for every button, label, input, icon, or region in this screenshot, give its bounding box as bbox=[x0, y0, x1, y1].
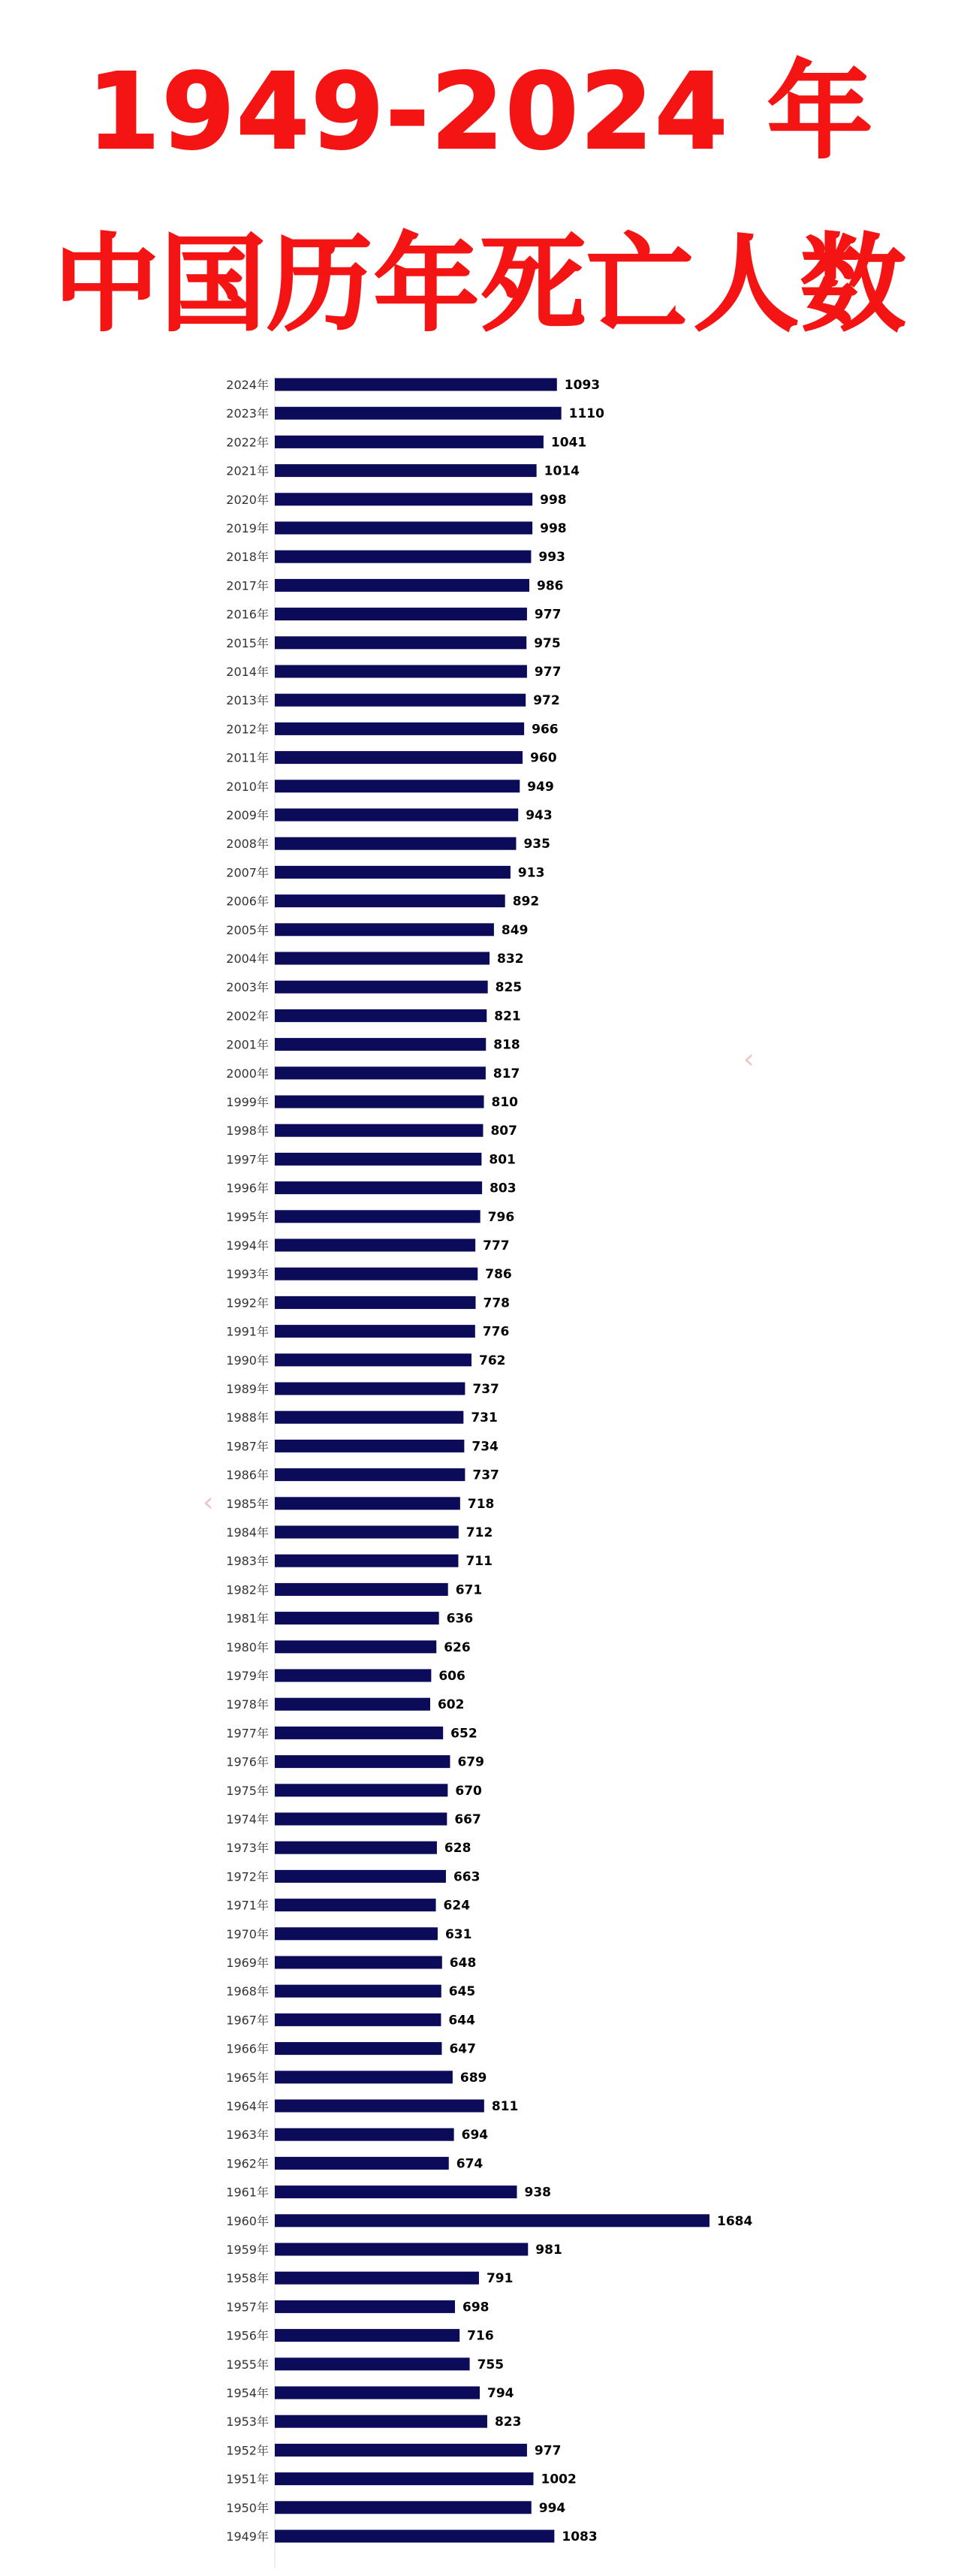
bar bbox=[275, 2357, 470, 2370]
bar bbox=[275, 2501, 532, 2514]
bar bbox=[275, 952, 490, 965]
bar bbox=[275, 780, 520, 792]
bars-group bbox=[226, 378, 755, 2544]
bar bbox=[275, 2530, 554, 2543]
year-label: 1986年 bbox=[226, 1467, 269, 1483]
value-label: 762 bbox=[478, 1353, 506, 1368]
value-label: 993 bbox=[538, 550, 565, 566]
year-label: 1983年 bbox=[226, 1554, 269, 1569]
value-label: 648 bbox=[449, 1956, 477, 1971]
year-label: 1988年 bbox=[226, 1410, 269, 1425]
year-label: 1982年 bbox=[226, 1582, 269, 1597]
value-label: 807 bbox=[490, 1124, 517, 1139]
year-label: 2024年 bbox=[226, 378, 269, 392]
bar bbox=[275, 1181, 482, 1194]
bar bbox=[275, 1899, 436, 1911]
value-label: 698 bbox=[462, 2300, 490, 2315]
bar bbox=[275, 1153, 481, 1166]
year-label: 2001年 bbox=[226, 1037, 269, 1052]
year-label: 1959年 bbox=[226, 2243, 269, 2257]
year-label: 1978年 bbox=[226, 1697, 269, 1712]
value-label: 645 bbox=[448, 1984, 476, 2000]
value-label: 981 bbox=[535, 2243, 562, 2258]
year-label: 2004年 bbox=[226, 952, 269, 966]
value-label: 791 bbox=[486, 2271, 514, 2287]
value-label: 786 bbox=[485, 1267, 512, 1283]
year-label: 1999年 bbox=[226, 1095, 269, 1109]
value-label: 943 bbox=[526, 808, 553, 823]
bar bbox=[275, 2128, 454, 2141]
year-label: 2005年 bbox=[226, 922, 269, 937]
year-label: 1962年 bbox=[226, 2156, 269, 2171]
value-label: 712 bbox=[465, 1525, 493, 1540]
year-label: 1973年 bbox=[226, 1841, 269, 1856]
bar bbox=[275, 636, 526, 649]
value-label: 737 bbox=[472, 1467, 499, 1483]
year-label: 2015年 bbox=[226, 635, 269, 650]
bar bbox=[275, 2272, 479, 2285]
value-label: 986 bbox=[537, 578, 564, 594]
bar bbox=[275, 809, 518, 822]
chart-title-line2: 中国历年死亡人数 bbox=[53, 224, 907, 346]
value-label: 998 bbox=[540, 492, 567, 508]
bar bbox=[275, 923, 494, 936]
bar bbox=[275, 2444, 527, 2457]
bar bbox=[275, 2042, 441, 2055]
decorative-mark: ‹ bbox=[743, 1044, 755, 1075]
year-label: 1985年 bbox=[226, 1496, 269, 1511]
bar bbox=[275, 1440, 464, 1452]
year-label: 2011年 bbox=[226, 750, 269, 765]
value-label: 818 bbox=[493, 1037, 520, 1053]
bar bbox=[275, 1813, 447, 1826]
value-label: 716 bbox=[467, 2328, 494, 2344]
bar bbox=[275, 1468, 465, 1481]
year-label: 2009年 bbox=[226, 808, 269, 822]
year-label: 1955年 bbox=[226, 2357, 269, 2372]
bar bbox=[275, 2329, 459, 2342]
bar bbox=[275, 1383, 465, 1395]
year-label: 1989年 bbox=[226, 1382, 269, 1396]
year-label: 2020年 bbox=[226, 492, 269, 507]
value-label: 689 bbox=[459, 2070, 487, 2086]
value-label: 1684 bbox=[717, 2213, 753, 2229]
bar bbox=[275, 1670, 431, 1682]
value-label: 778 bbox=[483, 1296, 510, 1311]
bar bbox=[275, 1583, 448, 1596]
year-label: 1980年 bbox=[226, 1639, 269, 1654]
year-label: 1967年 bbox=[226, 2013, 269, 2028]
bar bbox=[275, 1956, 442, 1969]
value-label: 803 bbox=[490, 1181, 517, 1196]
bar bbox=[275, 379, 557, 391]
year-label: 1950年 bbox=[226, 2500, 269, 2515]
bar bbox=[275, 608, 527, 620]
value-label: 679 bbox=[457, 1754, 484, 1770]
value-label: 718 bbox=[467, 1496, 495, 1512]
value-label: 817 bbox=[493, 1066, 520, 1081]
value-label: 960 bbox=[530, 750, 557, 766]
value-label: 628 bbox=[444, 1841, 471, 1857]
bar bbox=[275, 1268, 477, 1280]
value-label: 977 bbox=[534, 665, 562, 680]
year-label: 1963年 bbox=[226, 2128, 269, 2143]
value-label: 663 bbox=[453, 1869, 480, 1885]
bar bbox=[275, 493, 532, 505]
value-label: 777 bbox=[483, 1238, 510, 1253]
year-label: 1958年 bbox=[226, 2271, 269, 2286]
bar bbox=[275, 1411, 463, 1424]
value-label: 631 bbox=[444, 1926, 472, 1942]
value-label: 1083 bbox=[562, 2529, 598, 2544]
bar bbox=[275, 1784, 447, 1796]
chart-title-line1: 1949-2024 年 bbox=[86, 51, 875, 173]
year-label: 2007年 bbox=[226, 865, 269, 880]
year-label: 2021年 bbox=[226, 463, 269, 478]
year-label: 2014年 bbox=[226, 665, 269, 679]
value-label: 671 bbox=[455, 1582, 483, 1598]
year-label: 1964年 bbox=[226, 2099, 269, 2113]
value-label: 796 bbox=[487, 1209, 515, 1225]
value-label: 935 bbox=[523, 837, 550, 852]
bar bbox=[275, 522, 532, 535]
value-label: 994 bbox=[538, 2500, 566, 2516]
value-label: 602 bbox=[437, 1697, 465, 1713]
value-label: 1014 bbox=[544, 463, 580, 479]
year-label: 2000年 bbox=[226, 1066, 269, 1081]
bar bbox=[275, 407, 562, 420]
year-label: 2008年 bbox=[226, 837, 269, 852]
year-label: 1954年 bbox=[226, 2386, 269, 2400]
year-label: 2023年 bbox=[226, 406, 269, 421]
year-label: 1969年 bbox=[226, 1956, 269, 1970]
bar bbox=[275, 1296, 475, 1309]
value-label: 1041 bbox=[550, 435, 587, 451]
value-label: 606 bbox=[438, 1669, 465, 1684]
year-label: 1949年 bbox=[226, 2529, 269, 2544]
bar bbox=[275, 1755, 450, 1768]
year-label: 1974年 bbox=[226, 1812, 269, 1826]
value-label: 821 bbox=[494, 1009, 521, 1024]
value-label: 1093 bbox=[564, 378, 601, 393]
value-label: 694 bbox=[461, 2128, 489, 2143]
bar bbox=[275, 2071, 453, 2083]
year-label: 1960年 bbox=[226, 2213, 269, 2228]
year-label: 1953年 bbox=[226, 2415, 269, 2430]
bar bbox=[275, 1526, 459, 1539]
year-label: 1991年 bbox=[226, 1324, 269, 1339]
bar bbox=[275, 2300, 455, 2313]
year-label: 2022年 bbox=[226, 435, 269, 450]
bar bbox=[275, 2472, 534, 2485]
year-label: 1961年 bbox=[226, 2185, 269, 2200]
value-label: 624 bbox=[443, 1898, 471, 1914]
bar bbox=[275, 1497, 460, 1510]
year-label: 1951年 bbox=[226, 2472, 269, 2487]
year-label: 2002年 bbox=[226, 1009, 269, 1024]
value-label: 674 bbox=[456, 2156, 484, 2172]
year-label: 1996年 bbox=[226, 1181, 269, 1196]
value-label: 949 bbox=[527, 779, 554, 795]
year-label: 2016年 bbox=[226, 607, 269, 622]
value-label: 1110 bbox=[568, 406, 604, 422]
value-label: 998 bbox=[540, 521, 567, 536]
year-label: 2010年 bbox=[226, 779, 269, 794]
value-label: 734 bbox=[471, 1439, 499, 1455]
decorative-mark: ‹ bbox=[203, 1487, 214, 1518]
bar bbox=[275, 1698, 430, 1711]
year-label: 2017年 bbox=[226, 578, 269, 593]
value-label: 849 bbox=[501, 922, 529, 938]
value-label: 626 bbox=[444, 1639, 471, 1655]
year-label: 1957年 bbox=[226, 2300, 269, 2315]
year-label: 2003年 bbox=[226, 980, 269, 995]
year-label: 2006年 bbox=[226, 894, 269, 909]
year-label: 1995年 bbox=[226, 1209, 269, 1224]
year-label: 1965年 bbox=[226, 2070, 269, 2085]
value-label: 977 bbox=[534, 607, 562, 623]
value-label: 966 bbox=[532, 722, 559, 738]
year-label: 1970年 bbox=[226, 1926, 269, 1941]
bar bbox=[275, 1038, 486, 1051]
bar bbox=[275, 2415, 487, 2428]
year-label: 1979年 bbox=[226, 1669, 269, 1683]
value-label: 823 bbox=[494, 2415, 522, 2430]
year-label: 1977年 bbox=[226, 1726, 269, 1741]
year-label: 1971年 bbox=[226, 1898, 269, 1913]
value-label: 667 bbox=[454, 1812, 481, 1827]
bar bbox=[275, 866, 511, 879]
value-label: 652 bbox=[450, 1726, 477, 1742]
bar bbox=[275, 1612, 439, 1624]
value-label: 811 bbox=[491, 2099, 519, 2114]
bar bbox=[275, 1066, 486, 1079]
bar bbox=[275, 2157, 449, 2170]
year-label: 1966年 bbox=[226, 2041, 269, 2056]
bar bbox=[275, 2243, 528, 2256]
year-label: 1952年 bbox=[226, 2443, 269, 2458]
bar bbox=[275, 694, 526, 707]
value-label: 972 bbox=[533, 693, 560, 709]
bar bbox=[275, 550, 531, 563]
bar bbox=[275, 1727, 443, 1739]
bar bbox=[275, 1325, 475, 1338]
bar bbox=[275, 1124, 483, 1137]
year-label: 1994年 bbox=[226, 1238, 269, 1253]
year-label: 2012年 bbox=[226, 722, 269, 737]
year-label: 1987年 bbox=[226, 1439, 269, 1454]
bar bbox=[275, 1842, 437, 1854]
bar bbox=[275, 1870, 446, 1883]
bar bbox=[275, 665, 527, 678]
year-label: 1975年 bbox=[226, 1783, 269, 1798]
bar bbox=[275, 2185, 517, 2198]
value-label: 810 bbox=[491, 1095, 518, 1110]
value-label: 776 bbox=[482, 1324, 510, 1340]
bar bbox=[275, 837, 516, 850]
year-label: 1993年 bbox=[226, 1267, 269, 1282]
year-label: 2013年 bbox=[226, 693, 269, 708]
value-label: 801 bbox=[489, 1152, 516, 1168]
value-label: 670 bbox=[455, 1783, 482, 1799]
bar bbox=[275, 464, 537, 477]
bar bbox=[275, 579, 529, 592]
year-label: 1997年 bbox=[226, 1152, 269, 1167]
value-label: 975 bbox=[534, 635, 561, 651]
bar bbox=[275, 1927, 438, 1940]
value-label: 794 bbox=[487, 2386, 514, 2401]
value-label: 755 bbox=[477, 2357, 505, 2372]
value-label: 636 bbox=[446, 1611, 474, 1627]
year-label: 1998年 bbox=[226, 1124, 269, 1139]
year-label: 1984年 bbox=[226, 1525, 269, 1540]
bar bbox=[275, 2100, 484, 2113]
value-label: 892 bbox=[512, 894, 540, 909]
value-label: 737 bbox=[472, 1382, 499, 1397]
year-label: 2019年 bbox=[226, 521, 269, 535]
bar bbox=[275, 1210, 480, 1223]
bar bbox=[275, 1985, 441, 1998]
year-label: 1956年 bbox=[226, 2328, 269, 2343]
value-label: 938 bbox=[524, 2185, 552, 2200]
bar bbox=[275, 1009, 487, 1022]
bar bbox=[275, 2387, 480, 2400]
bar bbox=[275, 436, 544, 448]
bar bbox=[275, 2214, 709, 2227]
bar bbox=[275, 1640, 436, 1653]
year-label: 1981年 bbox=[226, 1611, 269, 1626]
value-label: 832 bbox=[497, 952, 524, 967]
value-label: 977 bbox=[534, 2443, 562, 2459]
bar bbox=[275, 981, 488, 994]
year-label: 1992年 bbox=[226, 1296, 269, 1311]
bar bbox=[275, 1096, 484, 1109]
bar bbox=[275, 1239, 475, 1252]
bar bbox=[275, 1353, 471, 1366]
bar bbox=[275, 894, 505, 907]
bar bbox=[275, 2013, 441, 2026]
value-label: 731 bbox=[471, 1410, 498, 1426]
value-label: 647 bbox=[449, 2041, 476, 2057]
year-label: 1976年 bbox=[226, 1754, 269, 1769]
value-label: 644 bbox=[448, 2013, 475, 2029]
value-label: 711 bbox=[465, 1554, 493, 1570]
year-label: 1990年 bbox=[226, 1353, 269, 1368]
year-label: 1972年 bbox=[226, 1869, 269, 1884]
value-label: 825 bbox=[495, 980, 523, 996]
bar bbox=[275, 1555, 458, 1567]
year-label: 2018年 bbox=[226, 550, 269, 565]
year-label: 1968年 bbox=[226, 1984, 269, 1999]
value-label: 913 bbox=[517, 865, 545, 881]
bar bbox=[275, 751, 523, 764]
bar bbox=[275, 722, 524, 735]
value-label: 1002 bbox=[541, 2472, 577, 2487]
